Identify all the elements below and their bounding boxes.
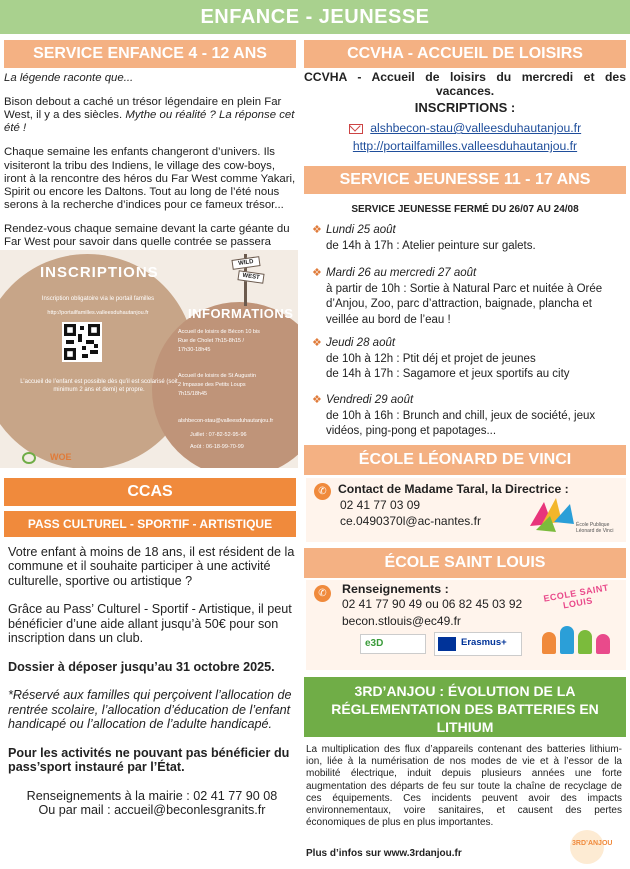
stlouis-phone: 02 41 77 90 49 ou 06 82 45 03 92: [342, 597, 523, 611]
leonard-logo-text: École Publique Léonard de Vinci: [576, 522, 614, 534]
poster-info-title: INFORMATIONS: [188, 306, 294, 321]
ccas-note: Pour les activités ne pouvant pas bénéficier du pass’sport instauré par l’État.: [8, 745, 290, 775]
phone-icon: ✆: [314, 585, 331, 602]
service-enfance-text: [4, 72, 298, 262]
ccvha-email-row: [304, 121, 626, 135]
jeunesse-closed: SERVICE JEUNESSE FERMÉ DU 26/07 AU 24/08: [351, 204, 579, 215]
qr-code-icon: [62, 322, 102, 362]
map-paragraph: Rendez-vous chaque semaine devant la carte géante du Far West pour savoir dans quelle contrée se passera: [4, 222, 290, 249]
week-paragraph: Chaque semaine les enfants changeront d’univers. Ils visiteront la tribu des Indiens, le village des cow-boys, iront à la rencontre des héros du Far West comme Yakari, Spirit ou encore les Daltons. Tout au long de l’été nous serons à la recherche d’indices pour ce fameux trésor...: [4, 146, 296, 211]
poster-info-addr2: Accueil de loisirs de St Augustin 2 Impasse des Petits Loups 7h15/18h45: [178, 373, 256, 397]
poster-insc-title: INSCRIPTIONS: [40, 264, 159, 281]
ccvha-email-link[interactable]: alshbecon-stau@valleesduhautanjou.fr: [370, 121, 582, 135]
stlouis-label: Renseignements :: [342, 582, 449, 596]
ccas-title: CCAS: [4, 478, 296, 506]
ccas-p2: Grâce au Pass’ Culturel - Sportif - Artistique, il peut bénéficier d’une aide allant jusqu’à 50€ pour son inscription dans un club.: [8, 602, 292, 646]
leonard-email: ce.0490370l@ac-nantes.fr: [340, 514, 481, 528]
poster-insc-note: L’accueil de l’enfant est possible dès qu’il est scolarisé (soit minimum 2 ans et demi) et propre.: [20, 379, 178, 394]
ccas-contact-phone: Renseignements à la mairie : 02 41 77 90 08: [26, 788, 278, 803]
leonard-contact: Contact de Madame Taral, la Directrice :: [338, 482, 569, 496]
stlouis-logo: ECOLE SAINT LOUIS: [532, 584, 622, 664]
stlouis-content: [306, 580, 626, 670]
ccas-content: [8, 545, 296, 818]
anjou-logo: 3RD’ANJOU: [570, 830, 604, 864]
jeunesse-item: ❖ Vendredi 29 août de 10h à 16h : Brunch and chill, jeux de société, jeux vidéos, ping-pong et papotages...: [312, 394, 596, 438]
stlouis-title: ÉCOLE SAINT LOUIS: [304, 548, 626, 578]
anjou-more: Plus d’infos sur www.3rdanjou.fr: [306, 848, 462, 859]
poster-logo: WOE: [50, 452, 72, 462]
jeunesse-item: ❖ Jeudi 28 août de 10h à 12h : Ptit déj et projet de jeunes de 14h à 17h : Sagamore et jeux sportifs au city: [312, 337, 570, 381]
ccas-deadline: Dossier à déposer jusqu’au 31 octobre 2025.: [8, 659, 275, 674]
ccas-contact-mail: Ou par mail : accueil@beconlesgranits.fr: [38, 803, 266, 818]
bullet-icon: ❖: [312, 224, 322, 236]
phone-icon: ✆: [314, 483, 331, 500]
erasmus-logo: Erasmus+: [434, 632, 522, 656]
leonard-content: [306, 478, 626, 542]
anjou-text: La multiplication des flux d’appareils contenant des batteries lithium-ion, liée à la numérisation de nos modes de vie et à l’essor de la mobilité électrique, induit depuis plusieurs années une forte augmentation des départs de feu sur toute la chaîne de recyclage de ces équipements. Ces incidents peuvent avoir des impacts environnementaux, voire sanitaires, et causent des pertes économiques de plus en plus importantes.: [306, 744, 622, 829]
jeunesse-title: SERVICE JEUNESSE 11 - 17 ANS: [304, 166, 626, 194]
ccvha-text: CCVHA - Accueil de loisirs du mercredi et des vacances.: [304, 70, 626, 99]
stlouis-email: becon.stlouis@ec49.fr: [342, 614, 461, 628]
bullet-icon: ❖: [312, 267, 322, 279]
ccvha-insc: INSCRIPTIONS :: [414, 100, 516, 116]
poster-info-addr1: Accueil de loisirs de Bécon 10 bis Rue de Cholet 7h15-8h15 / 17h30-18h45: [178, 329, 260, 353]
ccvha-title: CCVHA - ACCUEIL DE LOISIRS: [304, 40, 626, 68]
e3d-logo: e3D: [360, 634, 426, 654]
ccas-conditions: *Réservé aux familles qui perçoivent l’allocation de rentrée scolaire, l’allocation d’éducation de l’enfant handicapé ou l’allocation de l’adulte handicapé.: [8, 688, 292, 732]
intro-text: La légende raconte que...: [4, 72, 134, 84]
poster-info-aout: Août : 06-18-99-70-99: [190, 444, 244, 450]
leonard-title: ÉCOLE LÉONARD DE VINCI: [304, 445, 626, 475]
mail-icon: [349, 124, 363, 134]
signpost-west: WEST: [237, 270, 264, 284]
leonard-phone: 02 41 77 03 09: [340, 498, 421, 512]
jeunesse-item: ❖ Mardi 26 au mercredi 27 août à partir de 10h : Sortie à Natural Parc et nuitée à Orée d’Anjou, Zoo, parc d’attraction, baignade, plancha et veillée au bord de l’eau !: [312, 267, 603, 326]
ccas-p1: Votre enfant à moins de 18 ans, il est résident de la commune et il souhaite participer à une activité culturelle, sportive ou artistique ?: [8, 545, 295, 588]
bullet-icon: ❖: [312, 394, 322, 406]
page-header: ENFANCE - JEUNESSE: [0, 0, 630, 34]
jeunesse-item: ❖ Lundi 25 août de 14h à 17h : Atelier peinture sur galets.: [312, 224, 536, 252]
ccvha-content: [304, 70, 626, 153]
service-enfance-title: SERVICE ENFANCE 4 - 12 ANS: [4, 40, 296, 68]
legend-paragraph: Bison debout a caché un trésor légendaire en plein Far West, il y a des siècles. Mythe ou réalité ? La réponse cet été !: [4, 96, 295, 135]
poster-image: [0, 250, 298, 468]
anjou-title: 3RD’ANJOU : ÉVOLUTION DE LA RÉGLEMENTATION DES BATTERIES EN LITHIUM: [304, 677, 626, 737]
poster-info-juillet: Juillet : 07-82-52-95-96: [190, 432, 247, 438]
poster-info-mail: alshbecon-stau@valleesduhautanjou.fr: [178, 418, 274, 424]
poster-insc-url: http://portailfamilles.valleesduhautanjou.fr: [47, 310, 149, 316]
poster-logo-mark: [22, 452, 36, 464]
signpost-wild: WILD: [231, 256, 260, 270]
ccvha-portal-link[interactable]: http://portailfamilles.valleesduhautanjou.fr: [352, 139, 578, 153]
poster-insc-text: Inscription obligatoire via le portail familles: [41, 296, 155, 302]
ccas-subtitle: PASS CULTUREL - SPORTIF - ARTISTIQUE: [4, 511, 296, 537]
bullet-icon: ❖: [312, 337, 322, 349]
